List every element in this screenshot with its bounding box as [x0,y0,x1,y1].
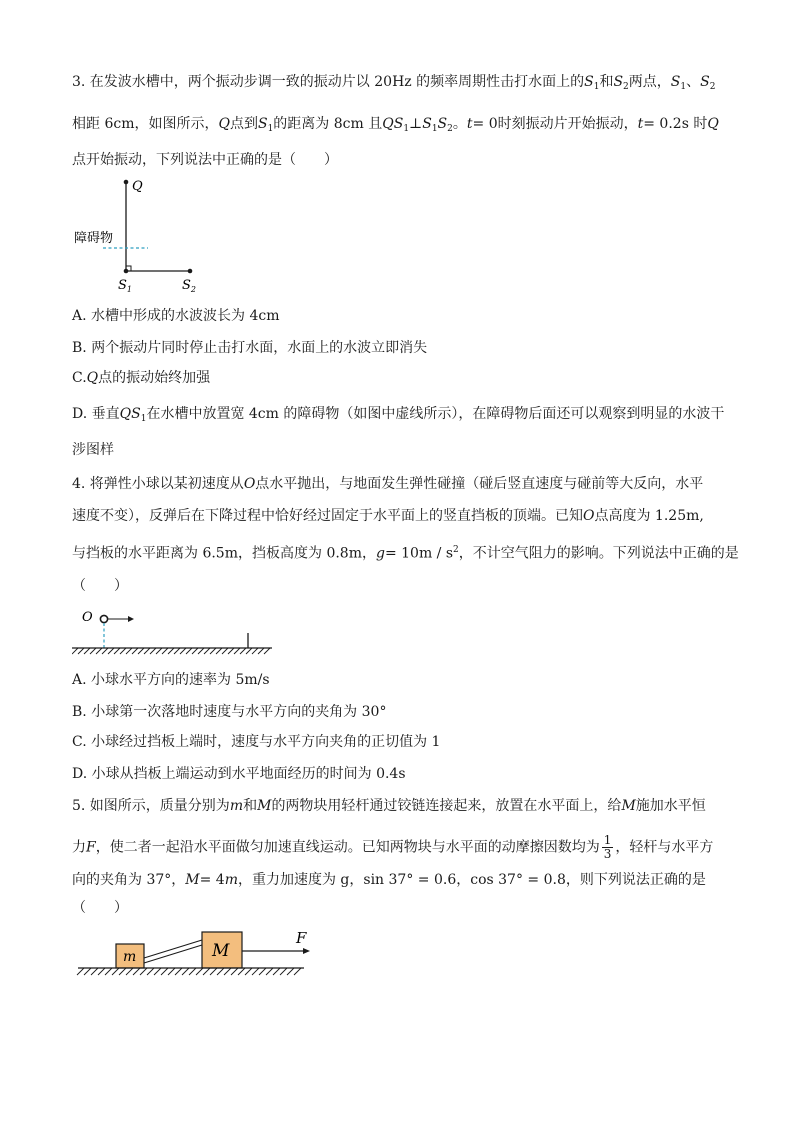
s-symbol: S [393,116,404,132]
hatch-line [105,968,112,975]
q5-text: 施加水平恒 [635,798,706,814]
hatch-line [126,648,132,654]
hatch-line [217,968,224,975]
option-text: A. 水槽中形成的水波波长为 4cm [72,308,280,324]
q5-line-1 [72,796,732,816]
hatch-line [98,968,105,975]
subscript: 1 [140,414,147,424]
hatch-line [175,968,182,975]
q-symbol: Q [86,370,99,386]
m-symbol: m [229,798,244,814]
subscript: 1 [680,82,687,92]
hatch-line [222,648,228,654]
option-text: B. 两个振动片同时停止击打水面，水面上的水波立即消失 [72,340,428,356]
subscript: 2 [447,124,453,134]
superscript: 2 [453,545,459,555]
q4-figure [72,604,282,664]
q4-text: 点水平抛出，与地面发生弹性碰撞（碰后竖直速度与碰前等大反向，水平 [255,476,704,492]
hatch-line [150,648,156,654]
q3-option-a [72,306,732,326]
q3-text: 的距离为 8cm 且 [273,116,383,132]
ground-hatching [77,968,301,975]
hatch-line [210,968,217,975]
s-symbol: S [613,74,624,90]
q4-option-c [72,732,732,752]
q5-text: ，使二者一起沿水平面做匀加速直线运动。已知两物块与水平面的动摩擦因数均为 [95,839,600,856]
hatch-line [266,968,273,975]
answer-paren: （ ） [72,578,128,594]
q4-option-b [72,702,732,722]
hatch-line [84,648,90,654]
hatch-line [108,648,114,654]
hatch-line [126,968,133,975]
s-symbol: S [422,116,432,132]
hatch-line [144,648,150,654]
hatch-line [114,648,120,654]
hatch-line [238,968,245,975]
q4-line-1 [72,474,732,494]
fraction-numerator: 1 [603,833,612,847]
q5-text: 和 [243,798,258,814]
o-symbol: O [243,476,256,492]
subscript: 1 [593,82,600,92]
hatch-line [132,648,138,654]
hatch-line [192,648,198,654]
M-symbol: M [185,872,200,888]
hatch-line [216,648,222,654]
hatch-line [154,968,161,975]
ground-hatching [72,648,270,654]
m-symbol: m [224,872,238,888]
subscript: 2 [623,82,629,92]
q3-text: 点到 [229,116,258,132]
s-symbol: S [131,406,141,422]
hatch-line [78,648,84,654]
M-symbol: M [621,798,636,814]
option-text: B. 小球第一次落地时速度与水平方向的夹角为 30° [72,704,387,720]
perp-symbol: ⊥ [409,116,423,132]
q-symbol: Q [382,116,394,132]
rod-edge-bottom [144,945,202,963]
hatch-line [161,968,168,975]
q4-option-d [72,764,732,784]
subscript: 2 [709,82,716,92]
hatch-line [224,968,231,975]
option-text: A. 小球水平方向的速率为 5m/s [72,672,270,688]
answer-paren: （ ） [72,900,128,916]
hatch-line [147,968,154,975]
hatch-line [240,648,246,654]
q-symbol: Q [218,116,230,132]
ball [100,615,107,622]
hatch-line [259,968,266,975]
hatch-line [234,648,240,654]
q3-text: 相距 6cm，如图所示， [72,116,219,132]
hatch-line [273,968,280,975]
m-label: m [123,949,137,965]
q5-text: = 4 [199,872,225,888]
hatch-line [138,648,144,654]
s-symbol: S [437,116,448,132]
q5-text: 5. 如图所示，质量分别为 [72,798,230,814]
s-symbol: S [257,116,268,132]
o-symbol: O [583,508,595,524]
q5-paren [72,898,732,918]
hatch-line [228,648,234,654]
q4-text: = 10m / s [384,545,454,562]
hatch-line [186,648,192,654]
q4-text: 点高度为 1.25m, [594,508,704,524]
hatch-line [91,968,98,975]
hatch-line [252,968,259,975]
q5-text: 力 [72,839,86,856]
q5-line-3 [72,870,732,890]
q3-option-c [72,368,732,388]
hatch-line [84,968,91,975]
q3-text: = 0时刻振动片开始振动， [472,116,638,132]
q3-text: 和 [599,74,614,90]
arrowhead [128,616,134,622]
q5-line-2 [72,834,732,861]
q4-text: 速度不变），反弹后在下降过程中恰好经过固定于水平面上的竖直挡板的顶端。已知 [72,508,583,524]
hatch-line [168,968,175,975]
s1-point [124,269,129,274]
option-text: C. 小球经过挡板上端时，速度与水平方向夹角的正切值为 1 [72,734,441,750]
q5-text: ，重力加速度为 g，sin 37° = 0.6，cos 37° = 0.8，则下列说法正确的是 [237,872,706,888]
hatch-line [168,648,174,654]
hatch-line [133,968,140,975]
option-text: 涉图样 [72,442,114,458]
subscript: 1 [403,124,410,134]
q5-text: ，轻杆与水平方 [615,839,714,856]
hatch-line [72,648,78,654]
hatch-line [245,968,252,975]
q3-option-d [72,404,732,429]
t-symbol: t [466,116,473,132]
q3-text: 3. 在发波水槽中，两个振动步调一致的振动片以 20Hz 的频率周期性击打水面上的 [72,74,585,90]
option-text: 在水槽中放置宽 4cm 的障碍物（如图中虚线所示），在障碍物后面还可以观察到明显的水波干 [146,406,725,422]
hatch-line [258,648,264,654]
q4-line-3 [72,540,739,564]
hatch-line [287,968,294,975]
q5-figure [72,926,322,986]
hatch-line [264,648,270,654]
q3-text: 两点， [628,74,671,90]
option-text: 点的振动始终加强 [98,370,211,386]
q3-line-3 [72,150,732,170]
q5-text: 向的夹角为 37°， [72,872,186,888]
force-arrowhead [303,948,310,954]
g-symbol: g [375,545,385,562]
subscript: 1 [267,124,274,134]
hatch-line [119,968,126,975]
hatch-line [156,648,162,654]
fraction-denominator: 3 [603,847,612,861]
fraction-one-third [602,834,614,861]
option-text: C. [72,370,87,386]
s-symbol: S [584,74,594,90]
hatch-line [174,648,180,654]
F-symbol: F [86,839,96,856]
q5-text: 的两物块用轻杆通过铰链连接起来，放置在水平面上，给 [271,798,622,814]
option-text: D. 小球从挡板上端运动到水平地面经历的时间为 0.4s [72,766,406,782]
hatch-line [102,648,108,654]
hatch-line [196,968,203,975]
hatch-line [252,648,258,654]
hatch-line [77,968,84,975]
q-symbol: Q [707,116,719,132]
q3-text: = 0.2s 时 [643,116,708,132]
hatch-line [120,648,126,654]
hatch-line [140,968,147,975]
q3-option-b [72,338,732,358]
q4-line-2 [72,506,732,526]
F-label: F [296,929,307,947]
hatch-line [280,968,287,975]
o-label: O [82,610,93,625]
hatch-line [210,648,216,654]
s2-label: $S_2$ [182,278,196,294]
M-label: M [212,941,230,961]
t-symbol: t [637,116,644,132]
hatch-line [203,968,210,975]
q3-option-d-line-2 [72,440,732,460]
hatch-line [198,648,204,654]
q-point [124,180,129,185]
hatch-line [90,648,96,654]
hatch-line [162,648,168,654]
subscript: 1 [431,124,438,134]
obstacle-label: 障碍物 [74,231,114,246]
q3-text: 。 [452,116,467,132]
q4-text: 与挡板的水平距离为 6.5m，挡板高度为 0.8m， [72,545,376,562]
hatch-line [294,968,301,975]
q3-figure [72,172,212,300]
hatch-line [231,968,238,975]
s1-label: $S_1$ [118,278,132,294]
hatch-line [204,648,210,654]
M-symbol: M [257,798,272,814]
s2-point [188,269,193,274]
hatch-line [182,968,189,975]
hatch-line [189,968,196,975]
s-symbol: S [670,74,681,90]
option-text: D. 垂直 [72,406,120,422]
rod-edge-top [144,940,202,958]
q-label: Q [132,179,143,194]
q-symbol: Q [119,406,132,422]
q4-option-a [72,670,732,690]
hatch-line [246,648,252,654]
hatch-line [96,648,102,654]
q3-text: 点开始振动，下列说法中正确的是（ ） [72,152,338,168]
q3-line-2 [72,114,732,139]
q4-text: 4. 将弹性小球以某初速度从 [72,476,244,492]
s-symbol: S [700,74,710,90]
q3-line-1 [72,72,732,97]
q4-text: ，不计空气阻力的影响。下列说法中正确的是 [458,545,739,562]
q4-paren [72,576,732,596]
hatch-line [112,968,119,975]
q3-text: 、 [686,74,701,90]
hatch-line [180,648,186,654]
